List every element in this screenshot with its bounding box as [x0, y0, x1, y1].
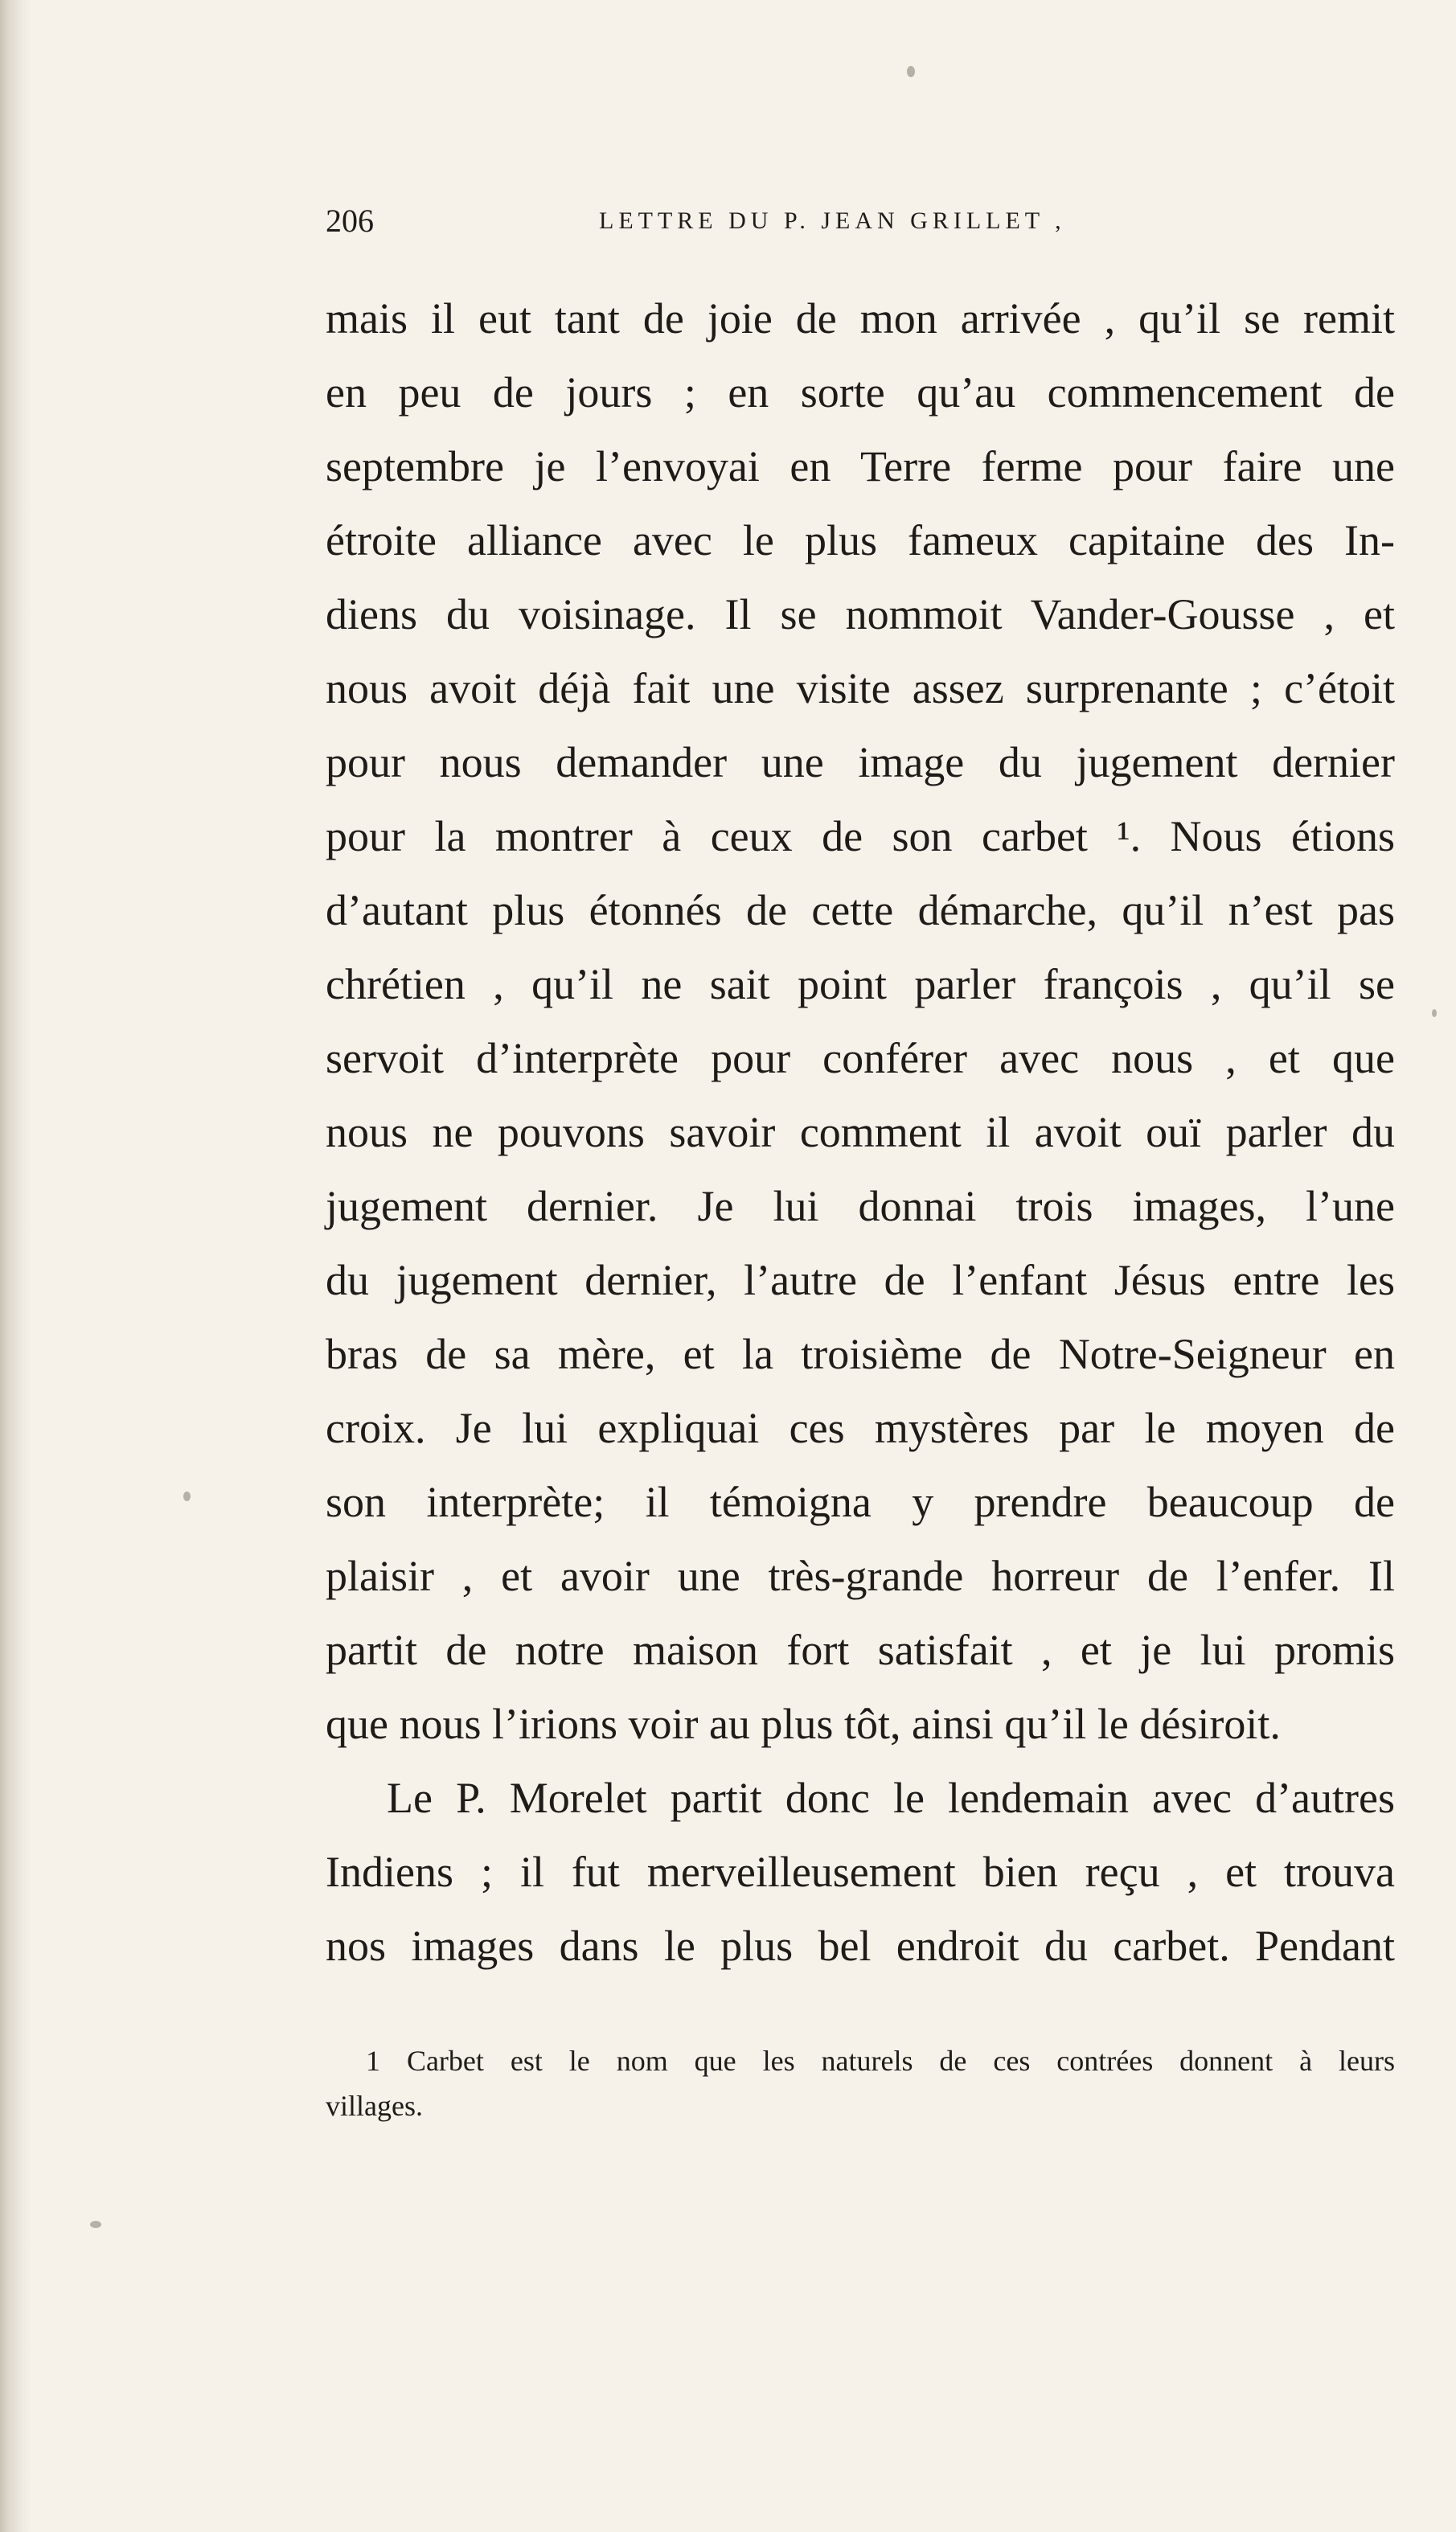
text-line: jugement dernier. Je lui donnai trois images, l’une	[326, 1182, 1395, 1230]
page-header	[326, 201, 1395, 241]
text-line: pour la montrer à ceux de son carbet ¹. Nous étions	[326, 812, 1395, 860]
text-line: d’autant plus étonnés de cette démarche, qu’il n’est pas	[326, 886, 1395, 934]
text-line: son interprète; il témoigna y prendre beaucoup de	[326, 1478, 1395, 1526]
body-text	[326, 281, 1395, 1983]
text-line: en peu de jours ; en sorte qu’au commencement de	[326, 368, 1395, 417]
text-line: plaisir , et avoir une très-grande horreur de l’enfer. Il	[326, 1552, 1395, 1600]
running-head: LETTRE DU P. JEAN GRILLET ,	[599, 207, 1066, 234]
footnote-line: 1 Carbet est le nom que les naturels de ces contrées donnent à leurs	[366, 2045, 1395, 2077]
page-number: 206	[326, 203, 374, 239]
text-line: septembre je l’envoyai en Terre ferme pour faire une	[326, 442, 1395, 490]
text-line: diens du voisinage. Il se nommoit Vander-Gousse , et	[326, 590, 1395, 638]
text-line: servoit d’interprète pour conférer avec nous , et que	[326, 1034, 1395, 1082]
text-line: partit de notre maison fort satisfait , et je lui promis	[326, 1626, 1395, 1674]
text-line: mais il eut tant de joie de mon arrivée , qu’il se remit	[326, 294, 1395, 343]
ink-speck	[907, 66, 915, 77]
text-line: pour nous demander une image du jugement dernier	[326, 738, 1395, 786]
text-line: du jugement dernier, l’autre de l’enfant Jésus entre les	[326, 1256, 1395, 1304]
footnote-line: villages.	[326, 2090, 423, 2122]
text-line: chrétien , qu’il ne sait point parler françois , qu’il se	[326, 960, 1395, 1008]
ink-speck	[1432, 1009, 1437, 1017]
text-line: que nous l’irions voir au plus tôt, ainsi qu’il le désiroit.	[326, 1700, 1281, 1748]
text-line: nos images dans le plus bel endroit du carbet. Pendant	[326, 1922, 1395, 1970]
text-line: bras de sa mère, et la troisième de Notre-Seigneur en	[326, 1330, 1395, 1378]
text-line: étroite alliance avec le plus fameux capitaine des In-	[326, 516, 1395, 564]
text-line: nous ne pouvons savoir comment il avoit ouï parler du	[326, 1108, 1395, 1156]
ink-speck	[183, 1492, 191, 1501]
ink-speck	[90, 2221, 101, 2228]
text-line: Indiens ; il fut merveilleusement bien reçu , et trouva	[326, 1848, 1395, 1896]
binding-shadow	[0, 0, 32, 2532]
text-line: croix. Je lui expliquai ces mystères par le moyen de	[326, 1404, 1395, 1452]
footnotes	[326, 2038, 1395, 2128]
text-line: nous avoit déjà fait une visite assez surprenante ; c’étoit	[326, 664, 1395, 712]
text-line: Le P. Morelet partit donc le lendemain avec d’autres	[387, 1774, 1395, 1822]
